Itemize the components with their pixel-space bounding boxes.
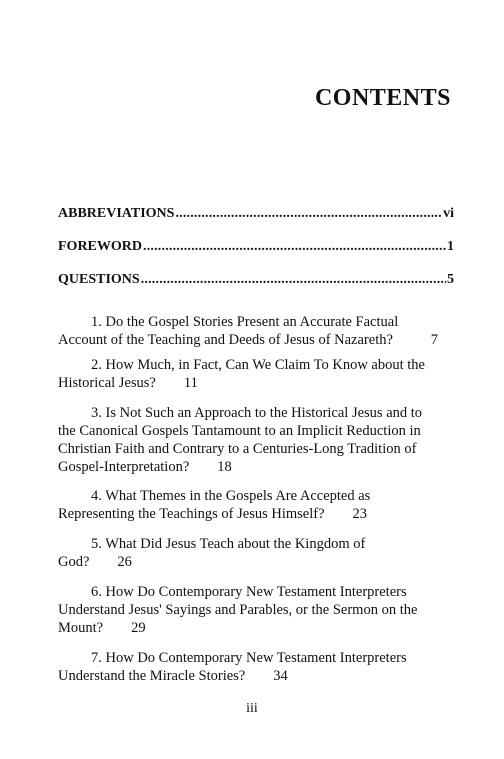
question-page: 23 — [352, 506, 368, 522]
question-item-5[interactable] — [58, 535, 454, 571]
dot-leader — [141, 272, 446, 288]
question-item-6[interactable] — [58, 583, 454, 637]
question-page: 7 — [430, 332, 438, 348]
dot-leader — [143, 239, 446, 255]
toc-entry-abbreviations[interactable] — [58, 206, 454, 222]
question-line: the Canonical Gospels Tantamount to an Implicit Reduction in — [58, 423, 421, 439]
question-item-4[interactable] — [58, 487, 454, 523]
question-line: 2. How Much, in Fact, Can We Claim To Know about the — [91, 357, 425, 373]
question-page: 29 — [131, 620, 146, 636]
question-line: Mount? — [58, 620, 104, 636]
toc-entry-page: 1 — [447, 239, 454, 254]
question-item-2[interactable] — [58, 356, 454, 392]
question-line: 4. What Themes in the Gospels Are Accepted as — [91, 488, 371, 504]
question-line-last — [58, 619, 454, 637]
question-line: Historical Jesus? — [58, 375, 156, 391]
question-line: Understand the Miracle Stories? — [58, 668, 246, 684]
question-line: Understand Jesus' Sayings and Parables, or the Sermon on the — [58, 602, 418, 618]
question-item-7[interactable] — [58, 649, 454, 685]
question-page: 26 — [117, 554, 132, 570]
question-page: 11 — [183, 375, 198, 391]
question-line: Gospel-Interpretation? — [58, 459, 190, 475]
question-page: 18 — [217, 459, 232, 475]
question-line: God? — [58, 554, 90, 570]
page-title: CONTENTS — [314, 85, 451, 111]
question-line-last — [58, 553, 454, 571]
question-line-last — [58, 458, 454, 476]
question-line-last — [58, 331, 454, 349]
question-line: Christian Faith and Contrary to a Centuries-Long Tradition of — [58, 441, 417, 457]
toc-entry-label: FOREWORD — [58, 239, 142, 254]
dot-leader — [175, 206, 442, 222]
question-line-last — [58, 505, 454, 523]
question-item-1[interactable] — [58, 313, 454, 349]
question-line: Account of the Teaching and Deeds of Jesus of Nazareth? — [58, 332, 393, 348]
question-line: 1. Do the Gospel Stories Present an Accurate Factual — [91, 314, 399, 330]
question-line: 7. How Do Contemporary New Testament Interpreters — [91, 650, 407, 666]
page-number: iii — [246, 701, 258, 716]
question-line: Representing the Teachings of Jesus Himself? — [58, 506, 325, 522]
question-line-last — [58, 374, 454, 392]
toc-entry-foreword[interactable] — [58, 239, 454, 255]
toc-entry-label: QUESTIONS — [58, 272, 140, 287]
question-line-last — [58, 667, 454, 685]
toc-entry-questions[interactable] — [58, 272, 454, 288]
toc-entry-page: vi — [443, 206, 454, 221]
toc-entry-page: 5 — [447, 272, 454, 287]
toc-entry-label: ABBREVIATIONS — [58, 206, 175, 221]
question-line: 5. What Did Jesus Teach about the Kingdom of — [91, 536, 366, 552]
question-page: 34 — [273, 668, 288, 684]
question-line: 3. Is Not Such an Approach to the Historical Jesus and to — [91, 405, 423, 421]
question-line: 6. How Do Contemporary New Testament Interpreters — [91, 584, 407, 600]
question-item-3[interactable] — [58, 404, 454, 476]
